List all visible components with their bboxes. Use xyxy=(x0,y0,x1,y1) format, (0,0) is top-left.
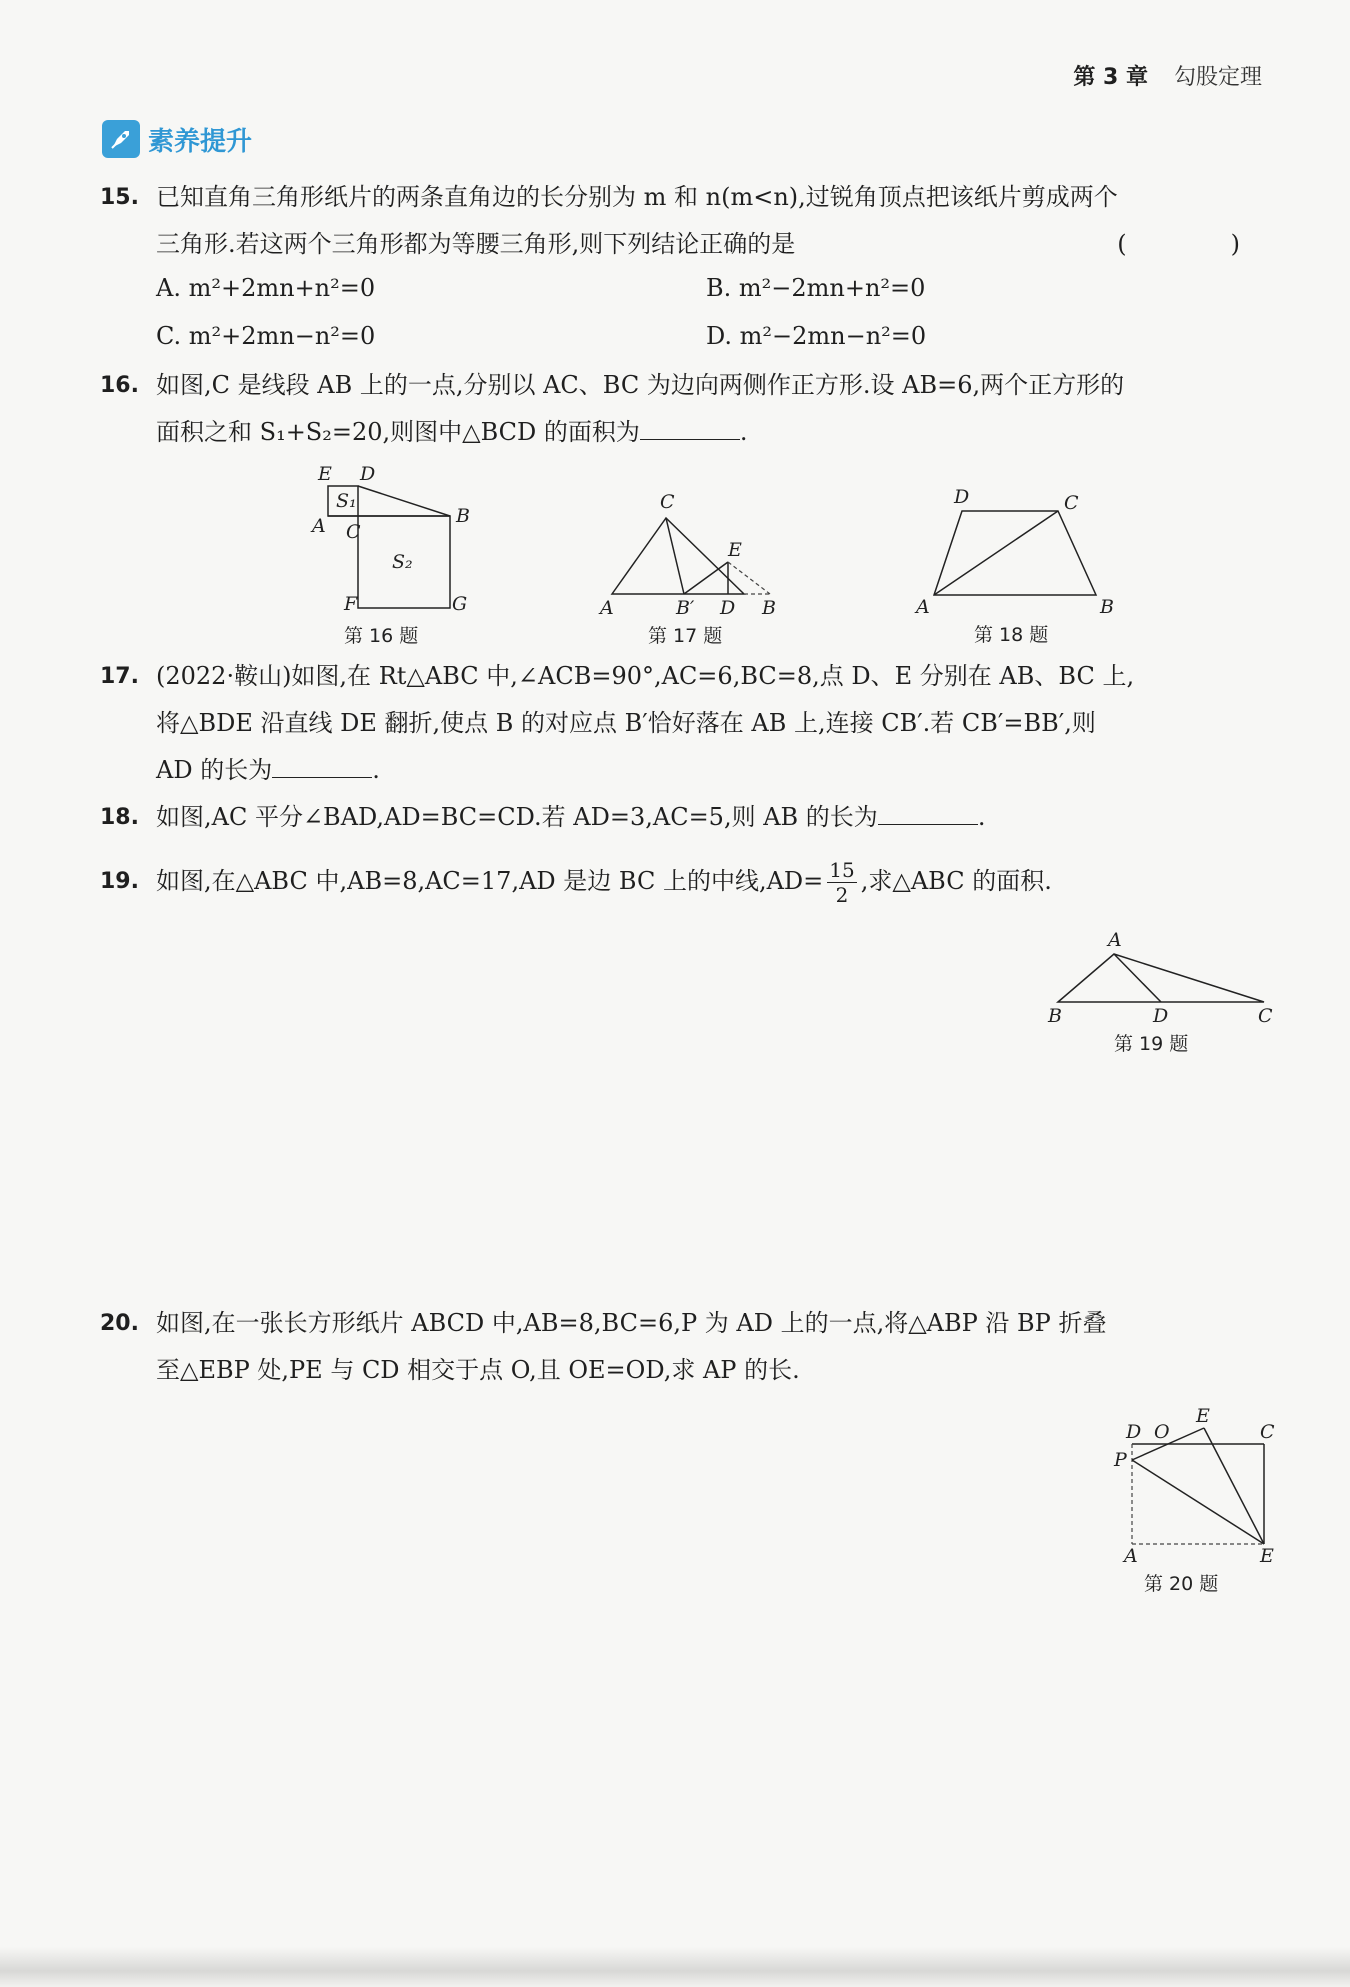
label-s1: S₁ xyxy=(336,490,357,512)
option-a: A. m²+2mn+n²=0 xyxy=(156,274,376,302)
question-text-line: 如图,C 是线段 AB 上的一点,分别以 AC、BC 为边向两侧作正方形.设 AB=6,两个正方形的 xyxy=(156,371,1125,399)
label-b: B xyxy=(1100,596,1114,618)
fraction xyxy=(827,858,856,907)
label-d: D xyxy=(1153,1005,1169,1027)
question-text-line: AD 的长为 xyxy=(156,756,273,784)
period: . xyxy=(372,756,380,784)
question-number: 15. xyxy=(100,185,139,210)
label-o: O xyxy=(1154,1421,1170,1443)
figure-20 xyxy=(1100,1400,1290,1600)
figure-16 xyxy=(300,460,480,650)
section-title: 素养提升 xyxy=(148,126,253,157)
option-b: B. m²−2mn+n²=0 xyxy=(706,274,926,302)
label-b: B xyxy=(456,505,470,527)
question-19 xyxy=(100,858,1280,907)
label-e-top: E xyxy=(1196,1405,1210,1427)
label-b: B xyxy=(1048,1005,1062,1027)
label-d: D xyxy=(360,463,376,485)
question-16 xyxy=(100,362,1280,456)
label-d: D xyxy=(720,597,736,619)
question-text-line: 已知直角三角形纸片的两条直角边的长分别为 m 和 n(m<n),过锐角顶点把该纸片剪成两个 xyxy=(156,183,1118,211)
label-c: C xyxy=(1260,1421,1275,1443)
question-20 xyxy=(100,1300,1280,1394)
label-f: F xyxy=(344,593,358,615)
period: . xyxy=(977,803,986,831)
fraction-denominator: 2 xyxy=(835,883,849,907)
chapter-title: 勾股定理 xyxy=(1173,65,1262,90)
label-e: E xyxy=(318,463,332,485)
question-17 xyxy=(100,653,1280,794)
label-a: A xyxy=(1124,1545,1138,1567)
question-number: 17. xyxy=(100,664,139,689)
label-b-prime: B′ xyxy=(676,597,695,619)
rocket-icon xyxy=(102,120,140,158)
label-a: A xyxy=(916,596,930,618)
figure-caption: 第 16 题 xyxy=(344,625,419,647)
figure-18 xyxy=(910,485,1130,650)
section-heading xyxy=(102,120,252,158)
question-number: 19. xyxy=(100,869,139,894)
chapter-number: 第 3 章 xyxy=(1073,65,1148,90)
option-d: D. m²−2mn−n²=0 xyxy=(706,322,927,350)
question-text-line: 三角形.若这两个三角形都为等腰三角形,则下列结论正确的是 xyxy=(156,230,796,258)
figure-17 xyxy=(590,490,790,650)
question-text-line: 如图,在一张长方形纸片 ABCD 中,AB=8,BC=6,P 为 AD 上的一点,将△ABP 沿 BP 折叠 xyxy=(156,1309,1107,1337)
label-e-bottom: E xyxy=(1260,1545,1274,1567)
question-text-line: 如图,AC 平分∠BAD,AD=BC=CD.若 AD=3,AC=5,则 AB 的长为 xyxy=(156,803,878,831)
label-d: D xyxy=(1126,1421,1142,1443)
question-text-line: 面积之和 S₁+S₂=20,则图中△BCD 的面积为 xyxy=(156,418,640,446)
question-text-line: 如图,在△ABC 中,AB=8,AC=17,AD 是边 BC 上的中线,AD= xyxy=(156,867,824,895)
question-text-line: 至△EBP 处,PE 与 CD 相交于点 O,且 OE=OD,求 AP 的长. xyxy=(156,1356,800,1384)
question-18 xyxy=(100,794,1280,841)
label-c: C xyxy=(660,491,675,513)
label-c: C xyxy=(1064,492,1079,514)
question-number: 20. xyxy=(100,1311,139,1336)
label-a: A xyxy=(1108,929,1122,951)
option-c: C. m²+2mn−n²=0 xyxy=(156,322,376,350)
figure-19 xyxy=(1040,924,1280,1064)
question-text-line: ,求△ABC 的面积. xyxy=(860,867,1052,895)
question-number: 18. xyxy=(100,805,139,830)
question-number: 16. xyxy=(100,373,139,398)
answer-blank[interactable] xyxy=(878,800,978,825)
question-15 xyxy=(100,174,1280,268)
label-d: D xyxy=(954,486,970,508)
label-c: C xyxy=(346,521,361,543)
answer-blank[interactable] xyxy=(640,415,740,440)
answer-parentheses: ( ) xyxy=(1117,230,1280,258)
figure-caption: 第 18 题 xyxy=(974,624,1049,646)
figure-caption: 第 20 题 xyxy=(1144,1573,1219,1595)
label-e: E xyxy=(728,539,742,561)
question-text-line: (2022·鞍山)如图,在 Rt△ABC 中,∠ACB=90°,AC=6,BC=8,点 D、E 分别在 AB、BC 上, xyxy=(156,662,1135,690)
question-text-line: 将△BDE 沿直线 DE 翻折,使点 B 的对应点 B′恰好落在 AB 上,连接 CB′.若 CB′=BB′,则 xyxy=(156,709,1096,737)
figure-caption: 第 17 题 xyxy=(648,625,723,647)
page-header xyxy=(1073,60,1262,91)
label-a: A xyxy=(312,515,326,537)
scan-edge-shadow xyxy=(0,1947,1350,1987)
figure-caption: 第 19 题 xyxy=(1114,1033,1189,1055)
label-s2: S₂ xyxy=(392,551,413,573)
label-g: G xyxy=(452,593,468,615)
period: . xyxy=(739,418,748,446)
fraction-numerator: 15 xyxy=(829,858,855,882)
label-a: A xyxy=(600,597,614,619)
label-p: P xyxy=(1114,1449,1127,1471)
label-c: C xyxy=(1258,1005,1273,1027)
label-b: B xyxy=(762,597,776,619)
answer-blank[interactable] xyxy=(272,753,372,778)
